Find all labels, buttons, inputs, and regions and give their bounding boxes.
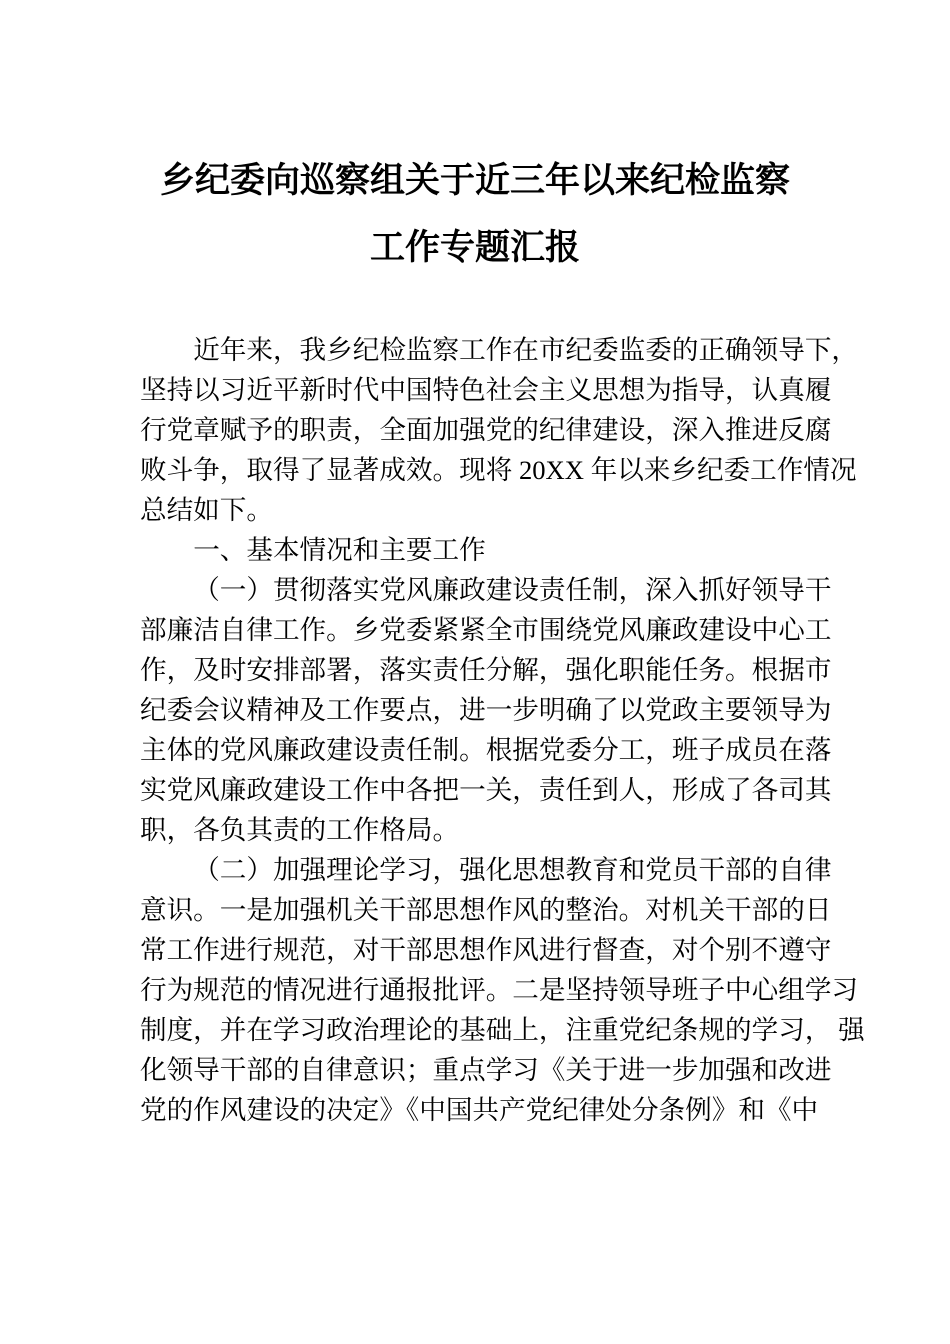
body-text-line: 行党章赋予的职责，全面加强党的纪律建设，深入推进反腐 [140, 415, 832, 445]
body-text-line: 一、基本情况和主要工作 [193, 535, 486, 565]
body-text-line: 纪委会议精神及工作要点，进一步明确了以党政主要领导为 [140, 695, 832, 725]
body-text-line: 近年来，我乡纪检监察工作在市纪委监委的正确领导下， [193, 335, 859, 365]
body-text-line: 作，及时安排部署，落实责任分解，强化职能任务。根据市 [140, 655, 832, 685]
body-text-line: 制度，并在学习政治理论的基础上，注重党纪条规的学习， 强 [140, 1015, 865, 1045]
body-text-line: 总结如下。 [140, 495, 273, 525]
body-text-line: 实党风廉政建设工作中各把一关，责任到人，形成了各司其 [140, 775, 832, 805]
body-text-line: 职，各负其责的工作格局。 [140, 815, 460, 845]
body-text-line: 化领导干部的自律意识；重点学习《关于进一步加强和改进 [140, 1055, 832, 1085]
body-text-line: 部廉洁自律工作。乡党委紧紧全市围绕党风廉政建设中心工 [140, 615, 832, 645]
body-text-line: （一）贯彻落实党风廉政建设责任制，深入抓好领导干 [193, 575, 832, 605]
document-title [0, 147, 950, 281]
body-text-line: 坚持以习近平新时代中国特色社会主义思想为指导，认真履 [140, 375, 832, 405]
body-text-line: （二）加强理论学习，强化思想教育和党员干部的自律 [193, 855, 832, 885]
document-title-line-2: 工作专题汇报 [369, 228, 580, 267]
body-text-line: 败斗争，取得了显著成效。现将 20XX 年以来乡纪委工作情况 [140, 455, 857, 485]
document-title-line-1: 乡纪委向巡察组关于近三年以来纪检监察 [159, 161, 790, 200]
body-text-line: 主体的党风廉政建设责任制。根据党委分工，班子成员在落 [140, 735, 832, 765]
body-text-line: 意识。一是加强机关干部思想作风的整治。对机关干部的日 [140, 895, 832, 925]
document-body [140, 330, 865, 1130]
body-text-line: 常工作进行规范，对干部思想作风进行督查，对个别不遵守 [140, 935, 832, 965]
body-text-line: 行为规范的情况进行通报批评。二是坚持领导班子中心组学习 [140, 975, 859, 1005]
body-text-line: 党的作风建设的决定》《中国共产党纪律处分条例》和《中 [140, 1095, 819, 1125]
